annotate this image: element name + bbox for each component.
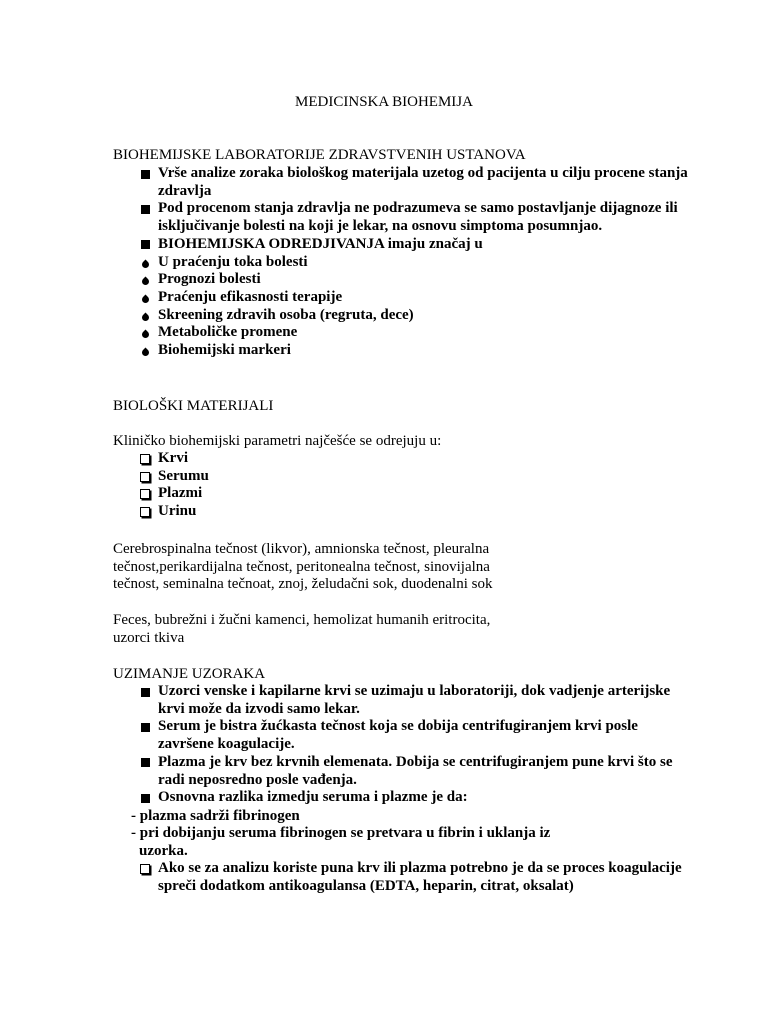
dash-item-serum: - pri dobijanju seruma fibrinogen se pretvara u fibrin i uklanja iz (131, 825, 551, 841)
list-item: Prognozi bolesti (133, 271, 693, 289)
square-bullet-icon (136, 789, 154, 807)
square-bullet-icon (136, 165, 154, 183)
laboratories-list (133, 165, 693, 360)
fluids-paragraph: Cerebrospinalna tečnost (likvor), amnionska tečnost, pleuralna tečnost,perikardijalna tečnost, peritonealna tečnost, sinovijalna tečnost, seminalna tečnoat, znoj, želudačni sok, duodenalni sok (113, 541, 493, 593)
list-item: Krvi (133, 450, 693, 468)
drop-bullet-icon (136, 271, 154, 289)
list-item: Plazmi (133, 485, 693, 503)
list-item: Uzorci venske i kapilarne krvi se uzimaju u laboratoriji, dok vadjenje arterijske krvi može da izvodi samo lekar. (133, 683, 693, 718)
section-heading-sampling: UZIMANJE UZORAKA (113, 666, 266, 682)
dash-item-plasma: - plazma sadrži fibrinogen (131, 808, 300, 824)
list-item: Plazma je krv bez krvnih elemenata. Dobija se centrifugiranjem pune krvi što se radi neposredno posle vađenja. (133, 754, 693, 789)
list-item: Metaboličke promene (133, 324, 693, 342)
list-item: Vrše analize zoraka biološkog materijala uzetog od pacijenta u cilju procene stanja zdravlja (133, 165, 693, 200)
list-item: Urinu (133, 503, 693, 521)
checkbox-bullet-icon (136, 860, 154, 878)
checkbox-bullet-icon (136, 485, 154, 503)
list-item: Ako se za analizu koriste puna krv ili plazma potrebno je da se proces koagulacije spreči dodatkom antikoagulansa (EDTA, heparin, citrat, oksalat) (133, 860, 693, 895)
dash-item-serum-continued: uzorka. (139, 843, 188, 859)
list-item: Serumu (133, 468, 693, 486)
drop-bullet-icon (136, 307, 154, 325)
list-item: BIOHEMIJSKA ODREDJIVANJA imaju značaj u (133, 236, 693, 254)
drop-bullet-icon (136, 324, 154, 342)
list-item: Pod procenom stanja zdravlja ne podrazumeva se samo postavljanje dijagnoze ili isključivanje bolesti na koji je lekar, na osnovu simptoma posumnjao. (133, 200, 693, 235)
list-item: Skreening zdravih osoba (regruta, dece) (133, 307, 693, 325)
materials-list (133, 450, 693, 521)
list-item: Praćenju efikasnosti terapije (133, 289, 693, 307)
materials-intro: Kliničko biohemijski parametri najčešće se odrejuju u: (113, 433, 442, 449)
section-heading-materials: BIOLOŠKI MATERIJALI (113, 398, 274, 414)
square-bullet-icon (136, 754, 154, 772)
square-bullet-icon (136, 236, 154, 254)
list-item: Serum je bistra žućkasta tečnost koja se dobija centrifugiranjem krvi posle završene koagulacije. (133, 718, 693, 753)
section-heading-laboratories: BIOHEMIJSKE LABORATORIJE ZDRAVSTVENIH USTANOVA (113, 147, 526, 163)
drop-bullet-icon (136, 289, 154, 307)
checkbox-bullet-icon (136, 450, 154, 468)
drop-bullet-icon (136, 342, 154, 360)
list-item: Osnovna razlika izmedju seruma i plazme je da: (133, 789, 693, 807)
checkbox-bullet-icon (136, 468, 154, 486)
list-item: U praćenju toka bolesti (133, 254, 693, 272)
sampling-list (133, 683, 693, 807)
drop-bullet-icon (136, 254, 154, 272)
square-bullet-icon (136, 718, 154, 736)
square-bullet-icon (136, 200, 154, 218)
list-item: Biohemijski markeri (133, 342, 693, 360)
checkbox-bullet-icon (136, 503, 154, 521)
page-title: MEDICINSKA BIOHEMIJA (295, 94, 473, 110)
other-materials-paragraph: Feces, bubrežni i žučni kamenci, hemolizat humanih eritrocita, uzorci tkiva (113, 612, 491, 646)
anticoagulant-note (133, 860, 693, 895)
square-bullet-icon (136, 683, 154, 701)
